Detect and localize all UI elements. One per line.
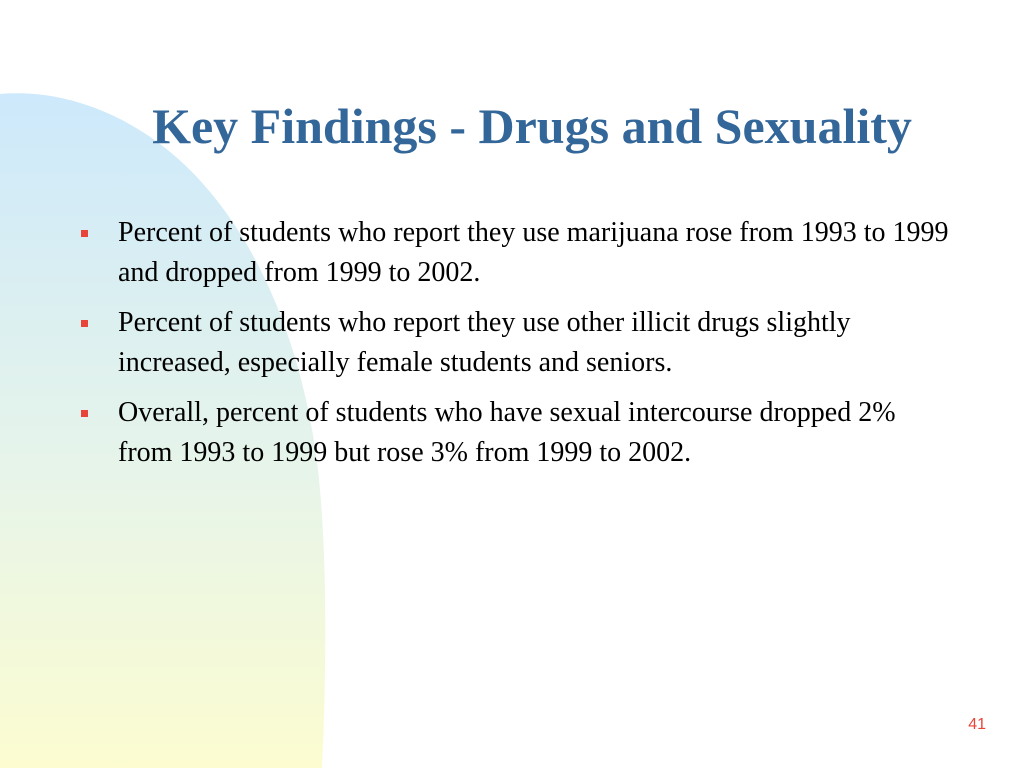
square-bullet-icon [81, 410, 88, 417]
bullet-list [76, 213, 956, 483]
bullet-text: Percent of students who report they use other illicit drugs slightly increased, especially female students and seniors. [118, 307, 851, 378]
square-bullet-icon [81, 320, 88, 327]
slide-title: Key Findings - Drugs and Sexuality [152, 98, 912, 154]
bullet-item [76, 213, 956, 293]
bullet-item [76, 393, 956, 473]
square-bullet-icon [81, 230, 88, 237]
page-number: 41 [968, 716, 986, 733]
bullet-text: Overall, percent of students who have sexual intercourse dropped 2% from 1993 to 1999 but rose 3% from 1999 to 2002. [118, 397, 896, 468]
bullet-text: Percent of students who report they use marijuana rose from 1993 to 1999 and dropped from 1999 to 2002. [118, 217, 949, 288]
bullet-item [76, 303, 956, 383]
